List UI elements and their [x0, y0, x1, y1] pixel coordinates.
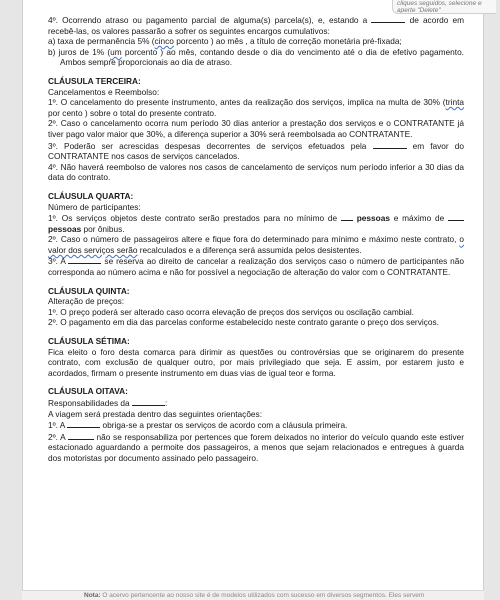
item-b-start: b) juros de 1% (	[48, 46, 111, 57]
c4-p2-start: 2º. Caso o número de passageiros altere e fique fora do determinado para mínimo e máximo neste contrato,	[48, 234, 460, 245]
clause-4-item-3	[48, 255, 464, 277]
c4-p1-start: 1º. Os serviços objetos deste contrato serão prestados para no mínimo de	[48, 213, 338, 224]
c4-p3-end: se reserva ao direito de cancelar a realização dos serviços caso o número de participantes não corresponda ao número acima e não for possível a negociação de alteração do valor com o CONTRATANTE.	[48, 256, 465, 278]
blank-field[interactable]	[68, 431, 94, 440]
clause-5-subtitle: Alteração de preços:	[48, 296, 125, 307]
clause-4-item-1	[48, 212, 464, 234]
spellcheck-word: trinta	[445, 97, 464, 108]
late-payment-clause	[48, 14, 464, 36]
clause-5-title: CLÁUSULA QUINTA:	[48, 285, 130, 296]
delete-hint-text: cliques seguidos, selecione e aperte "Delete"	[397, 0, 482, 14]
delete-hint-bubble	[392, 0, 496, 14]
c8-p2-end: não se responsabiliza por pertences que forem deixados no interior do veículo quando este estiver estacionado aguardando a permoite dos passageiros, a menos que sejam relacionados e entregues à guarda dos motoristas por documento assinado pelo passageiro.	[48, 431, 464, 463]
blank-field[interactable]	[448, 212, 464, 221]
c4-p2-end: recalculados e a diferença será assumida pelos desistentes.	[137, 244, 362, 255]
grammar-flag: o valor dos serviços serão	[48, 234, 464, 255]
item-a-end: porcento ) ao mês , a título de correção monetária pré-fixada;	[173, 36, 402, 47]
clause-3-item-1	[48, 97, 464, 118]
blank-field[interactable]	[373, 140, 407, 149]
clause-5-item-2: 2º. O pagamento em dia das parcelas conforme estabelecido neste contrato garante o preço dos serviços.	[48, 317, 439, 328]
item-b-end: porcento ) ao mês, contando desde o dia do vencimento até o dia de efetivo pagamento. Ambos sempre proporcionais ao dia de atraso.	[60, 46, 464, 68]
clause-3-title: CLÁUSULA TERCEIRA:	[48, 75, 141, 86]
c8-p2-start: 2º. A	[48, 431, 66, 442]
clause-4-subtitle: Número de participantes:	[48, 201, 141, 212]
clause-7-body: Fica eleito o foro desta comarca para dirimir as questões ou controvérsias que se originarem do presente contrato, com exclusão de qualquer outro, por mais privilegiado que seja. E assim, por estarem justo e acordados, firmam o presente instrumento em duas vias de igual teor e forma.	[48, 346, 464, 378]
list-item-a	[48, 36, 464, 47]
clause-8-item-1	[48, 419, 464, 431]
c8-subtitle-start: Responsabilidades da	[48, 398, 130, 408]
footer-note-text: O acervo pertencente ao nosso site é de modelos utilizados com sucesso em diversos segmentos. Eles servem	[102, 592, 425, 599]
document-body	[48, 14, 464, 464]
clause-3-item-2: 2º. Caso o cancelamento ocorra num período 30 dias anterior a prestação dos serviços e o CONTRATANTE já tiver pago valor maior que 30%, a diferença superior a 30% será reembolsada ao CONTRATANTE.	[48, 118, 464, 139]
late-payment-text-2: de acordo em recebê-las, os valores passarão a sofrer os seguintes encargos cumulativos:	[48, 15, 464, 36]
c3-p3-end: em favor do CONTRATANTE nos casos de serviços cancelados.	[48, 140, 464, 162]
clause-7-title: CLÁUSULA SÉTIMA:	[48, 336, 130, 347]
blank-field[interactable]	[132, 397, 168, 408]
clause-3-subtitle: Cancelamentos e Reembolso:	[48, 86, 160, 97]
c4-p1-end: por ônibus.	[81, 223, 125, 234]
clause-3-item-3	[48, 140, 464, 162]
spellcheck-word: um	[110, 46, 122, 57]
clause-4-item-2	[48, 234, 464, 255]
c4-p1-mid: e máximo de	[389, 213, 445, 224]
footer-note	[22, 590, 484, 600]
blank-field[interactable]	[67, 419, 100, 428]
item-a-start: a) taxa de permanência 5% (	[48, 36, 155, 47]
c4-p3-start: 3º. A	[48, 256, 66, 267]
blank-field[interactable]	[371, 14, 405, 23]
c4-bold-people: pessoas	[356, 213, 390, 224]
list-item-b	[48, 47, 464, 68]
clause-8-intro: A viagem será prestada dentro das seguintes orientações:	[48, 408, 263, 419]
clause-3-item-4: 4º. Não haverá reembolso de valores nos casos de cancelamento de serviços num período inferior a 30 dias da data do contrato.	[48, 161, 464, 183]
c3-p1-start: 1º. O cancelamento do presente instrumento, antes da realização dos serviços, implica na multa de 30% (	[48, 97, 446, 108]
c3-p3-start: 3º. Poderão ser acrescidas despesas decorrentes de serviços efetuados pela	[48, 140, 367, 151]
c4-bold-people: pessoas	[48, 223, 82, 234]
c8-subtitle-end: :	[164, 398, 168, 408]
clause-4-title: CLÁUSULA QUARTA:	[48, 190, 134, 201]
c8-p1-end: obriga-se a prestar os serviços de acordo com a cláusula primeira.	[102, 420, 348, 431]
footer-note-label: Nota:	[84, 592, 101, 599]
clause-5-item-1: 1º. O preço poderá ser alterado caso ocorra elevação de preços dos serviços ou oscilação cambial.	[48, 306, 414, 317]
late-payment-text-1: 4º. Ocorrendo atraso ou pagamento parcial de alguma(s) parcela(s), e, estando a	[48, 15, 368, 25]
blank-field[interactable]	[68, 255, 101, 264]
c8-p1-start: 1º. A	[48, 420, 65, 431]
blank-field[interactable]	[341, 212, 353, 221]
c3-p1-end: por cento ) sobre o total do presente contrato.	[48, 107, 217, 118]
spellcheck-word: cinco	[154, 36, 174, 47]
clause-8-title: CLÁUSULA OITAVA:	[48, 386, 128, 397]
clause-8-subtitle	[48, 397, 464, 409]
clause-8-item-2	[48, 431, 464, 464]
